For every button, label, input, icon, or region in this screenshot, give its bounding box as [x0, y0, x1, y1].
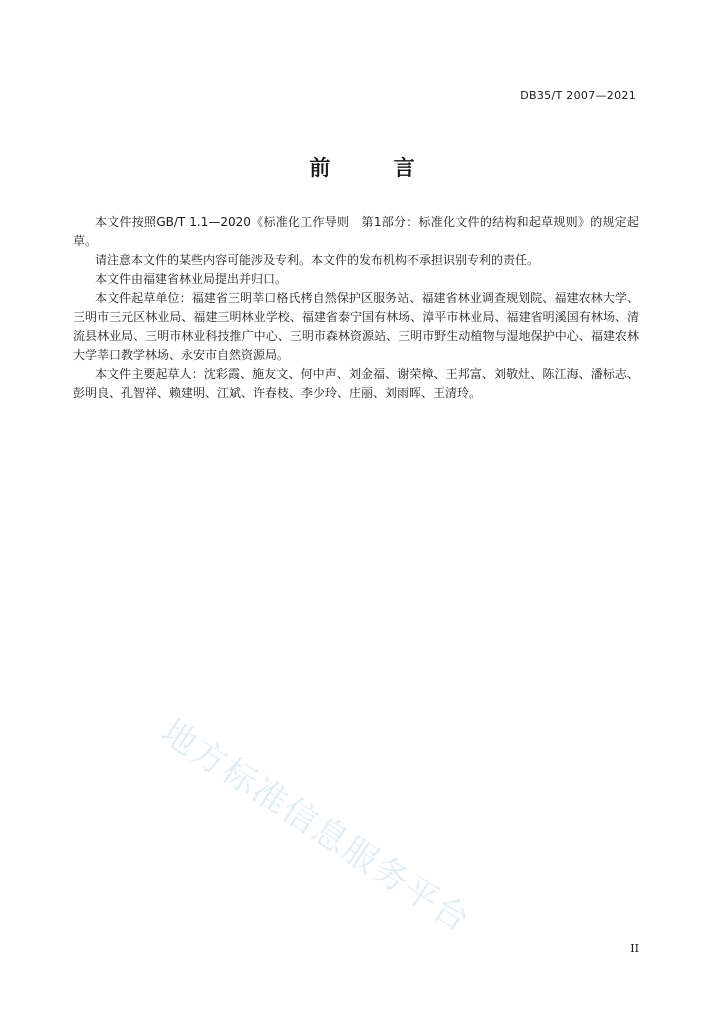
paragraph-patent-notice: 请注意本文件的某些内容可能涉及专利。本文件的发布机构不承担识别专利的责任。: [95, 253, 540, 267]
paragraph-drafting-units: 本文件起草单位：福建省三明莘口格氏栲自然保护区服务站、福建省林业调查规划院、福建农林大学、三明市三元区林业局、福建三明林业学校、福建省泰宁国有林场、漳平市林业局、福建省明溪国有林场、清流县林业局、三明市林业科技推广中心、三明市森林资源站、三明市野生动植物与湿地保护中心、福建农林大学莘口教学林场、永安市自然资源局。: [73, 291, 639, 362]
watermark: 地方标准信息服务平台: [153, 711, 478, 942]
page-title: 前 言: [309, 155, 443, 180]
document-body: [73, 213, 639, 403]
page-number: II: [630, 942, 639, 955]
standard-code: DB35/T 2007—2021: [520, 89, 636, 102]
paragraph-drafting-basis: 本文件按照GB/T 1.1—2020《标准化工作导则 第1部分：标准化文件的结构和起草规则》的规定起草。: [73, 215, 639, 248]
paragraph-proposer: 本文件由福建省林业局提出并归口。: [95, 272, 288, 286]
paragraph-drafters: 本文件主要起草人：沈彩霞、施友文、何中声、刘金福、谢荣樟、王邦富、刘敬灶、陈江海、潘标志、彭明良、孔智祥、赖建明、江斌、许春枝、李少玲、庄丽、刘雨晖、王清玲。: [73, 367, 639, 400]
